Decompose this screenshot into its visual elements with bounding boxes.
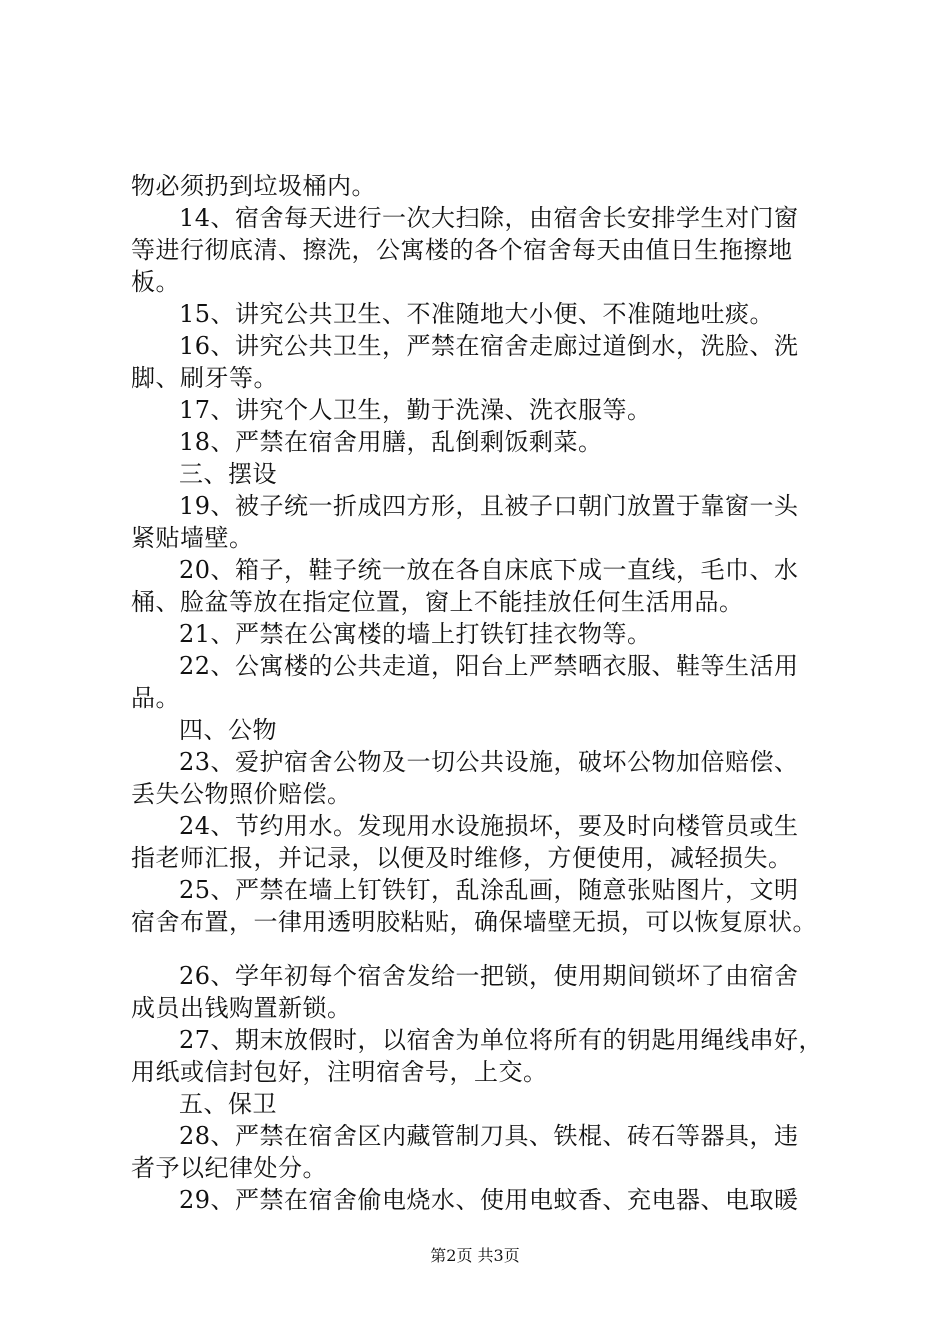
rule-16-line: 16、讲究公共卫生，严禁在宿舍走廊过道倒水，洗脸、洗 — [179, 332, 799, 360]
page-number-footer: 第2页 共3页 — [430, 1246, 520, 1265]
text-line: 宿舍布置，一律用透明胶粘贴，确保墙壁无损，可以恢复原状。 — [131, 908, 817, 936]
rule-18-line: 18、严禁在宿舍用膳，乱倒剩饭剩菜。 — [179, 428, 603, 456]
rule-29-line: 29、严禁在宿舍偷电烧水、使用电蚊香、充电器、电取暖 — [179, 1186, 799, 1214]
rule-19-line: 19、被子统一折成四方形，且被子口朝门放置于靠窗一头 — [179, 492, 799, 520]
text-line: 等进行彻底清、擦洗，公寓楼的各个宿舍每天由值日生拖擦地 — [131, 236, 793, 264]
text-line: 用纸或信封包好，注明宿舍号，上交。 — [131, 1058, 548, 1086]
text-line: 指老师汇报，并记录，以便及时维修，方便使用，减轻损失。 — [131, 844, 793, 872]
rule-24-line: 24、节约用水。发现用水设施损坏，要及时向楼管员或生 — [179, 812, 799, 840]
text-line: 物必须扔到垃圾桶内。 — [131, 172, 376, 200]
rule-27-line: 27、期末放假时，以宿舍为单位将所有的钥匙用绳线串好， — [179, 1026, 824, 1054]
text-line: 品。 — [131, 684, 180, 712]
text-line: 板。 — [131, 268, 180, 296]
section-heading-4: 四、公物 — [179, 716, 277, 744]
rule-28-line: 28、严禁在宿舍区内藏管制刀具、铁棍、砖石等器具，违 — [179, 1122, 799, 1150]
rule-20-line: 20、箱子，鞋子统一放在各自床底下成一直线，毛巾、水 — [179, 556, 799, 584]
rule-22-line: 22、公寓楼的公共走道，阳台上严禁晒衣服、鞋等生活用 — [179, 652, 799, 680]
text-line: 桶、脸盆等放在指定位置，窗上不能挂放任何生活用品。 — [131, 588, 744, 616]
rule-15-line: 15、讲究公共卫生、不准随地大小便、不准随地吐痰。 — [179, 300, 775, 328]
rule-25-line: 25、严禁在墙上钉铁钉，乱涂乱画，随意张贴图片，文明 — [179, 876, 799, 904]
rule-23-line: 23、爱护宿舍公物及一切公共设施，破坏公物加倍赔偿、 — [179, 748, 799, 776]
text-line: 成员出钱购置新锁。 — [131, 994, 352, 1022]
rule-17-line: 17、讲究个人卫生，勤于洗澡、洗衣服等。 — [179, 396, 652, 424]
text-line: 脚、刷牙等。 — [131, 364, 278, 392]
paragraph-gap — [131, 938, 851, 960]
rule-14-line: 14、宿舍每天进行一次大扫除，由宿舍长安排学生对门窗 — [179, 204, 799, 232]
section-heading-5: 五、保卫 — [179, 1090, 277, 1118]
rule-21-line: 21、严禁在公寓楼的墙上打铁钉挂衣物等。 — [179, 620, 652, 648]
text-line: 紧贴墙壁。 — [131, 524, 254, 552]
text-line: 者予以纪律处分。 — [131, 1154, 327, 1182]
rule-26-line: 26、学年初每个宿舍发给一把锁，使用期间锁坏了由宿舍 — [179, 962, 799, 990]
text-line: 丢失公物照价赔偿。 — [131, 780, 352, 808]
document-body — [131, 170, 851, 1216]
section-heading-3: 三、摆设 — [179, 460, 277, 488]
